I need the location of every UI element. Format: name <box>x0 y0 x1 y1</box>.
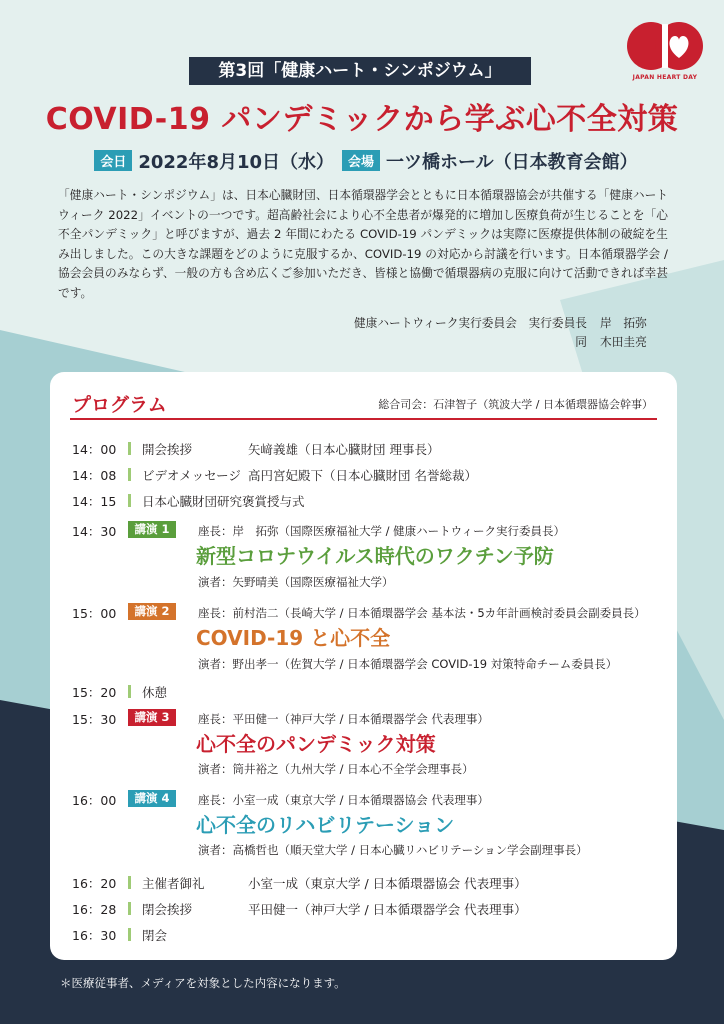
lecture-badge: 講演 2 <box>128 603 176 620</box>
lecture-chair: 座長：前村浩二（長崎大学 / 日本循環器学会 基本法・5カ年計画検討委員会副委員長） <box>198 606 646 620</box>
lecture-badge: 講演 3 <box>128 709 176 726</box>
item-label: 閉会挨拶 <box>142 902 193 917</box>
item-bar <box>128 685 131 698</box>
item-time: 16：28 <box>72 902 117 917</box>
lecture-speaker: 演者：高橋哲也（順天堂大学 / 日本心臓リハビリテーション学会副理事長） <box>198 843 588 857</box>
item-person: 小室一成（東京大学 / 日本循環器協会 代表理事） <box>248 876 527 891</box>
intro-text: 「健康ハート・シンポジウム」は、日本心臓財団、日本循環器学会とともに日本循環器協会が共催する「健康ハートウィーク 2022」イベントの一つです。超高齢社会により心不全患者が爆発的に増加し医療負荷が生じることを「心不全パンデミック」と呼びますが、過去 2 年間にわたる COVID-19 パンデミックは実際に医療提供体制の破綻を生み出しました。この大きな課題をどのように克服するか、COVID-19 の対応から討議を行います。日本循環器学会 / 協会会員のみならず、一般の方も含め広くご参加いただき、皆様と協働で循環器病の克服に向けて活動できれば幸甚です。 <box>58 188 668 300</box>
page-title: COVID-19 パンデミックから学ぶ心不全対策 <box>45 102 679 137</box>
item-bar <box>128 876 131 889</box>
signature-role: 健康ハートウィーク実行委員会 実行委員長 <box>353 316 587 330</box>
lecture-time: 14：30 <box>72 524 117 539</box>
item-time: 14：00 <box>72 442 117 457</box>
lecture-time: 15：00 <box>72 606 117 621</box>
signature-name: 木田圭亮 <box>600 335 647 349</box>
item-label: 日本心臓財団研究褒賞授与式 <box>142 494 305 509</box>
item-person: 高円宮妃殿下（日本心臓財団 名誉総裁） <box>248 468 477 483</box>
item-label: ビデオメッセージ <box>142 468 241 483</box>
program-card <box>50 372 677 960</box>
item-person: 平田健一（神戸大学 / 日本循環器学会 代表理事） <box>248 902 527 917</box>
venue-tag: 会場 <box>342 150 380 171</box>
lecture-title: 新型コロナウイルス時代のワクチン予防 <box>196 544 554 568</box>
lecture-badge: 講演 1 <box>128 521 176 538</box>
item-label: 開会挨拶 <box>142 442 193 457</box>
item-time: 16：20 <box>72 876 117 891</box>
item-label: 主催者御礼 <box>142 876 205 891</box>
lecture-speaker: 演者：野出孝一（佐賀大学 / 日本循環器学会 COVID-19 対策特命チーム委員長） <box>198 657 618 671</box>
event-venue: 一ツ橋ホール（日本教育会館） <box>386 152 638 173</box>
signature-role: 同 <box>575 335 587 349</box>
series-label: 第3回「健康ハート・シンポジウム」 <box>189 57 531 85</box>
item-time: 14：08 <box>72 468 117 483</box>
lecture-speaker: 演者：矢野晴美（国際医療福祉大学） <box>198 575 394 589</box>
lecture-time: 15：30 <box>72 712 117 727</box>
program-title: プログラム <box>72 394 167 416</box>
break-time: 15：20 <box>72 685 117 700</box>
lecture-chair: 座長：小室一成（東京大学 / 日本循環器協会 代表理事） <box>198 793 489 807</box>
lecture-speaker: 演者：筒井裕之（九州大学 / 日本心不全学会理事長） <box>198 762 474 776</box>
lecture-title: 心不全のパンデミック対策 <box>196 732 436 756</box>
logo-text: JAPAN HEART DAY <box>632 74 698 81</box>
item-bar <box>128 468 131 481</box>
program-divider <box>70 418 657 420</box>
item-bar <box>128 494 131 507</box>
item-time: 14：15 <box>72 494 117 509</box>
heart-logo-icon <box>625 18 705 74</box>
break-label: 休憩 <box>142 685 168 700</box>
event-date: 2022年8月10日（水） <box>138 152 335 173</box>
date-tag: 会日 <box>94 150 132 171</box>
footnote: ＊医療従事者、メディアを対象とした内容になります。 <box>60 976 346 990</box>
item-person: 矢﨑義雄（日本心臓財団 理事長） <box>248 442 440 457</box>
item-label: 閉会 <box>142 928 168 943</box>
item-bar <box>128 442 131 455</box>
japan-heart-day-logo <box>625 18 705 86</box>
lecture-title: 心不全のリハビリテーション <box>196 813 455 837</box>
lecture-time: 16：00 <box>72 793 117 808</box>
signature-name: 岸 拓弥 <box>600 316 647 330</box>
lecture-badge: 講演 4 <box>128 790 176 807</box>
item-bar <box>128 928 131 941</box>
event-info <box>0 148 724 174</box>
item-time: 16：30 <box>72 928 117 943</box>
lecture-chair: 座長：平田健一（神戸大学 / 日本循環器学会 代表理事） <box>198 712 489 726</box>
lecture-title: COVID-19 と心不全 <box>196 626 391 650</box>
lecture-chair: 座長：岸 拓弥（国際医療福祉大学 / 健康ハートウィーク実行委員長） <box>198 524 565 538</box>
program-mc: 総合司会：石津智子（筑波大学 / 日本循環器協会幹事） <box>378 398 653 411</box>
item-bar <box>128 902 131 915</box>
